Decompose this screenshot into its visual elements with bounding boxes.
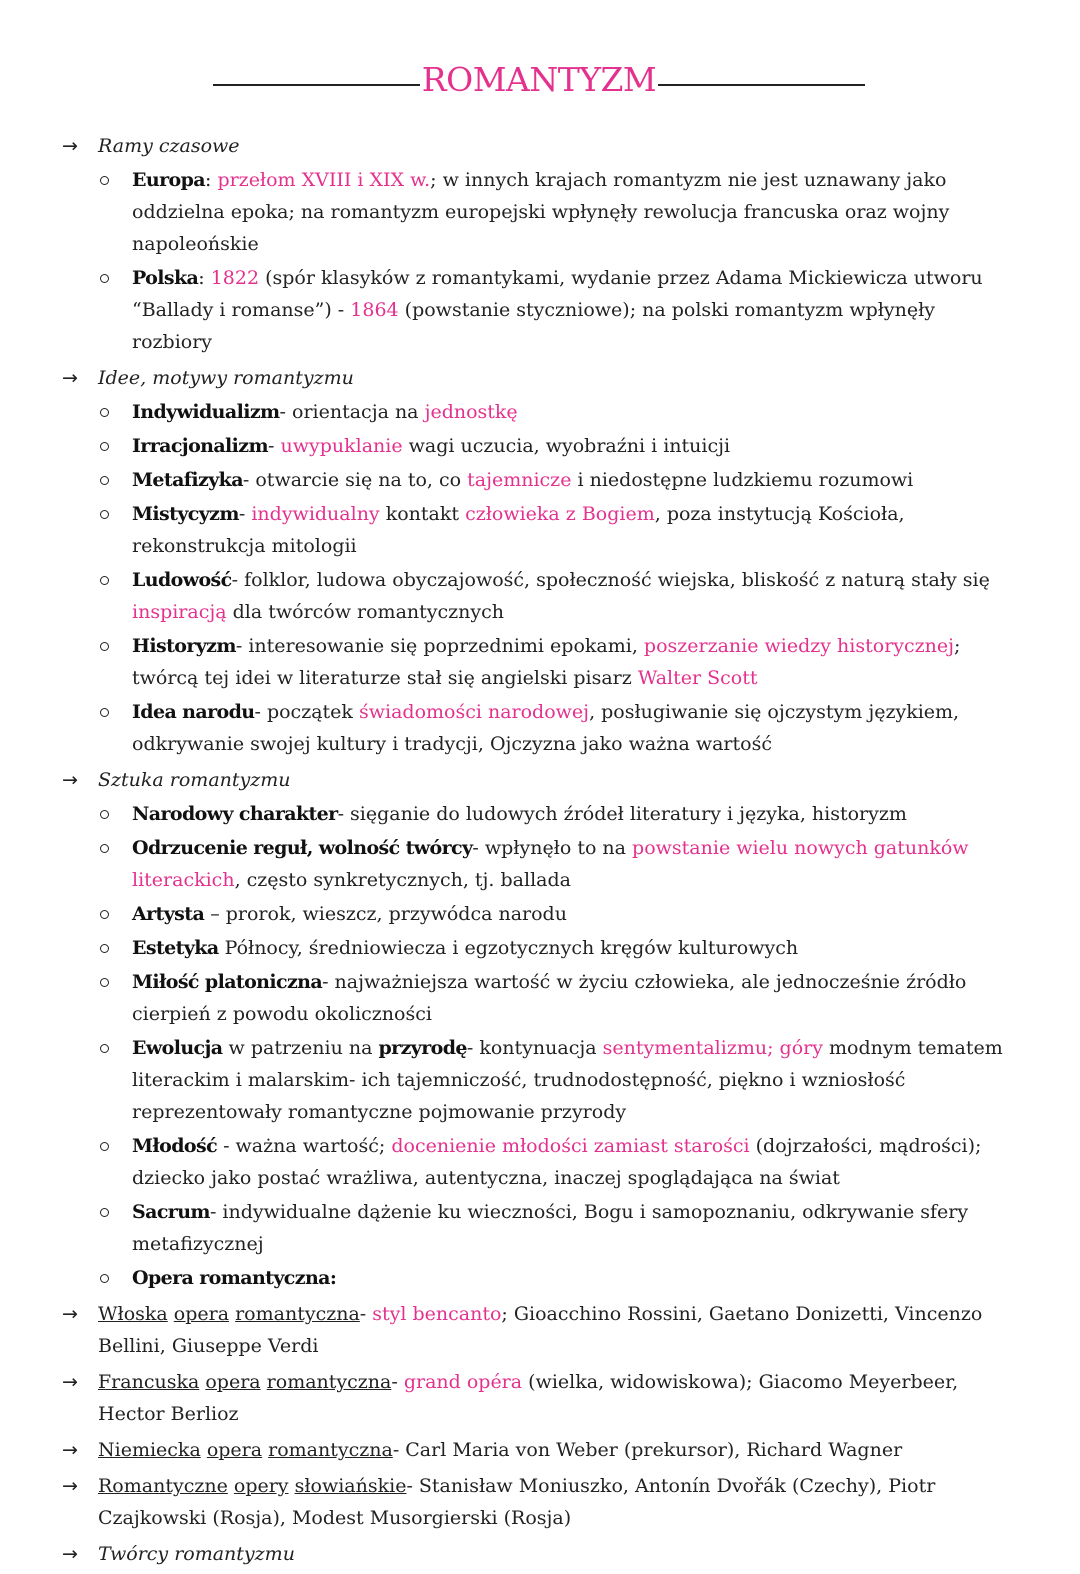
text: w patrzeniu na <box>222 1037 379 1059</box>
list-item-idea-narodu <box>98 696 1020 760</box>
term-label: Młodość <box>132 1135 218 1157</box>
circle-bullet-icon <box>100 510 109 519</box>
text: (spór klasyków z romantykami, wydanie przez Adama Mickiewicza utworu “Ballady i romanse”) - <box>132 267 983 321</box>
underlined-word: opera <box>206 1439 263 1461</box>
highlight: 1864 <box>350 299 399 321</box>
bullet-list <box>98 798 1020 1294</box>
text: - <box>391 1371 404 1393</box>
term-label: Historyzm <box>132 635 236 657</box>
term-label: Artysta <box>132 903 205 925</box>
text: kontakt <box>379 503 466 525</box>
circle-bullet-icon <box>100 708 109 717</box>
text: - wpłynęło to na <box>472 837 633 859</box>
highlight: sentymentalizmu; góry <box>602 1037 823 1059</box>
section-tworcy <box>60 1538 1020 1570</box>
list-item-indywidualizm <box>98 396 1020 428</box>
list-item-narodowy-charakter <box>98 798 1020 830</box>
highlight: inspiracją <box>132 601 227 623</box>
list-item-milosc-platoniczna <box>98 966 1020 1030</box>
section-wloska-opera <box>60 1298 1020 1362</box>
list-item-polska <box>98 262 1020 358</box>
text: - kontynuacja <box>466 1037 603 1059</box>
text: : <box>204 169 218 191</box>
highlight: świadomości narodowej <box>358 701 590 723</box>
highlight: poszerzanie wiedzy historycznej <box>643 635 955 657</box>
term-label: Opera romantyczna: <box>132 1267 337 1289</box>
list-item-mistycyzm <box>98 498 1020 562</box>
text: ; Gioacchino Rossini, Gaetano Donizetti, Vincenzo Bellini, Giuseppe Verdi <box>98 1303 983 1357</box>
highlight: styl bencanto <box>372 1303 502 1325</box>
text: - sięganie do ludowych źródeł literatury i języka, historyzm <box>337 803 907 825</box>
list-item-sacrum <box>98 1196 1020 1260</box>
text: dla twórców romantycznych <box>226 601 504 623</box>
list-item-mlodosc <box>98 1130 1020 1194</box>
highlight: 1822 <box>210 267 260 289</box>
highlight: docenienie młodości zamiast starości <box>391 1135 750 1157</box>
arrow-icon: → <box>62 1543 78 1565</box>
text: - ważna wartość; <box>217 1135 392 1157</box>
list-item-odrzucenie-regul <box>98 832 1020 896</box>
list-item-artysta <box>98 898 1020 930</box>
list-item-metafizyka <box>98 464 1020 496</box>
arrow-icon: → <box>62 367 78 389</box>
section-sztuka <box>60 764 1020 1294</box>
circle-bullet-icon <box>100 176 109 185</box>
text: ; w innych krajach romantyzm nie jest uznawany jako oddzielna epoka; na romantyzm europejski wpłynęły rewolucja francuska oraz wojny napoleońskie <box>132 169 950 255</box>
circle-bullet-icon <box>100 642 109 651</box>
term-label: Irracjonalizm <box>132 435 268 457</box>
term-label: przyrodę <box>378 1037 467 1059</box>
circle-bullet-icon <box>100 910 109 919</box>
term-label: Estetyka <box>132 937 219 959</box>
term-label: Idea narodu <box>132 701 255 723</box>
term-label: Indywidualizm <box>132 401 280 423</box>
term-label: Miłość platoniczna <box>132 971 323 993</box>
text: - otwarcie się na to, co <box>242 469 468 491</box>
term-label: Sacrum <box>132 1201 210 1223</box>
term-label: Narodowy charakter <box>132 803 338 825</box>
term-label: Polska <box>132 267 199 289</box>
underlined-word: romantyczna <box>268 1439 393 1461</box>
text: (powstanie styczniowe); na polski romantyzm wpłynęły rozbiory <box>132 299 936 353</box>
text: - indywidualne dążenie ku wieczności, Bogu i samopoznaniu, odkrywanie sfery metafizycznej <box>132 1201 969 1255</box>
list-item-ludowosc <box>98 564 1020 628</box>
highlight: tajemnicze <box>467 469 572 491</box>
text: - interesowanie się poprzednimi epokami, <box>235 635 644 657</box>
term-label: Ewolucja <box>132 1037 223 1059</box>
text: - najważniejsza wartość w życiu człowieka, ale jednocześnie źródło cierpień z powodu okoliczności <box>132 971 967 1025</box>
term-label: Europa <box>132 169 205 191</box>
section-ramy-czasowe <box>60 130 1020 358</box>
underlined-word: Niemiecka <box>98 1439 201 1461</box>
section-heading: Ramy czasowe <box>98 135 240 157</box>
list-item-estetyka <box>98 932 1020 964</box>
highlight: jednostkę <box>424 401 518 423</box>
circle-bullet-icon <box>100 1274 109 1283</box>
section-heading: Idee, motywy romantyzmu <box>98 367 354 389</box>
text: (wielka, widowiskowa); Giacomo Meyerbeer, Hector Berlioz <box>98 1371 959 1425</box>
arrow-icon: → <box>62 135 78 157</box>
underlined-word: romantyczna <box>266 1371 392 1393</box>
section-heading: Twórcy romantyzmu <box>98 1543 295 1565</box>
content <box>60 130 1020 1574</box>
section-francuska-opera <box>60 1366 1020 1430</box>
text: – prorok, wieszcz, przywódca narodu <box>204 903 567 925</box>
circle-bullet-icon <box>100 978 109 987</box>
underlined-word: Romantyczne <box>98 1475 228 1497</box>
underlined-word: opera <box>205 1371 261 1393</box>
text: - Carl Maria von Weber (prekursor), Richard Wagner <box>392 1439 903 1461</box>
circle-bullet-icon <box>100 1142 109 1151</box>
circle-bullet-icon <box>100 944 109 953</box>
underlined-word: romantyczna <box>235 1303 360 1325</box>
highlight: człowieka z Bogiem <box>465 503 655 525</box>
underlined-word: słowiańskie <box>294 1475 407 1497</box>
text: : <box>198 267 211 289</box>
page-title: ROMANTYZM <box>421 60 657 99</box>
underlined-word: Francuska <box>98 1371 200 1393</box>
underlined-word: Włoska <box>98 1303 168 1325</box>
text: , poza instytucją Kościoła, rekonstrukcja mitologii <box>132 503 905 557</box>
bullet-list <box>98 396 1020 760</box>
arrow-icon: → <box>62 1303 78 1325</box>
section-niemiecka-opera <box>60 1434 1020 1466</box>
highlight: powstanie wielu nowych gatunków literackich <box>132 837 969 891</box>
list-item-europa <box>98 164 1020 260</box>
text: i niedostępne ludzkiemu rozumowi <box>571 469 914 491</box>
highlight: przełom XVIII i XIX w. <box>217 169 431 191</box>
arrow-icon: → <box>62 1475 78 1497</box>
text: (dojrzałości, mądrości); dziecko jako postać wrażliwa, autentyczna, inaczej spoglądająca na świat <box>132 1135 982 1189</box>
list-item-historyzm <box>98 630 1020 694</box>
term-label: Odrzucenie reguł, wolność twórcy <box>132 837 473 859</box>
text: , często synkretycznych, tj. ballada <box>234 869 571 891</box>
section-idee <box>60 362 1020 760</box>
title-rule-left <box>213 84 420 86</box>
underlined-word: opery <box>233 1475 289 1497</box>
text: - <box>268 435 281 457</box>
circle-bullet-icon <box>100 1044 109 1053</box>
text: - początek <box>254 701 359 723</box>
section-opery-slowianskie <box>60 1470 1020 1534</box>
text: modnym tematem literackim i malarskim- ich tajemniczość, trudnodostępność, piękno i wzniosłość reprezentowały romantyczne pojmowanie przyrody <box>132 1037 1003 1123</box>
circle-bullet-icon <box>100 476 109 485</box>
term-label: Mistycyzm <box>132 503 239 525</box>
text: Północy, średniowiecza i egzotycznych kręgów kulturowych <box>218 937 799 959</box>
circle-bullet-icon <box>100 1208 109 1217</box>
highlight: grand opéra <box>403 1371 523 1393</box>
highlight: indywidualny <box>251 503 380 525</box>
text: - Stanisław Moniuszko, Antonín Dvořák (Czechy), Piotr Czajkowski (Rosja), Modest Musorgierski (Rosja) <box>98 1475 936 1529</box>
circle-bullet-icon <box>100 844 109 853</box>
list-item-ewolucja <box>98 1032 1020 1128</box>
circle-bullet-icon <box>100 274 109 283</box>
underlined-word: opera <box>173 1303 230 1325</box>
title-row <box>213 52 865 108</box>
list-item-irracjonalizm <box>98 430 1020 462</box>
text: - folklor, ludowa obyczajowość, społeczność wiejska, bliskość z naturą stały się <box>231 569 990 591</box>
bullet-list <box>98 164 1020 358</box>
highlight: uwypuklanie <box>280 435 403 457</box>
text: - <box>238 503 252 525</box>
title-rule-right <box>658 84 865 86</box>
text: - orientacja na <box>279 401 425 423</box>
text: ; twórcą tej idei w literaturze stał się angielski pisarz <box>132 635 961 689</box>
term-label: Ludowość <box>132 569 232 591</box>
circle-bullet-icon <box>100 576 109 585</box>
circle-bullet-icon <box>100 442 109 451</box>
term-label: Metafizyka <box>132 469 243 491</box>
circle-bullet-icon <box>100 810 109 819</box>
highlight: Walter Scott <box>637 667 758 689</box>
arrow-icon: → <box>62 1371 78 1393</box>
text: - <box>359 1303 373 1325</box>
arrow-icon: → <box>62 769 78 791</box>
arrow-icon: → <box>62 1439 78 1461</box>
text: wagi uczucia, wyobraźni i intuicji <box>402 435 731 457</box>
text: , posługiwanie się ojczystym językiem, odkrywanie swojej kultury i tradycji, Ojczyzna jako ważna wartość <box>132 701 960 755</box>
circle-bullet-icon <box>100 408 109 417</box>
list-item-opera-romantyczna <box>98 1262 1020 1294</box>
section-heading: Sztuka romantyzmu <box>98 769 291 791</box>
